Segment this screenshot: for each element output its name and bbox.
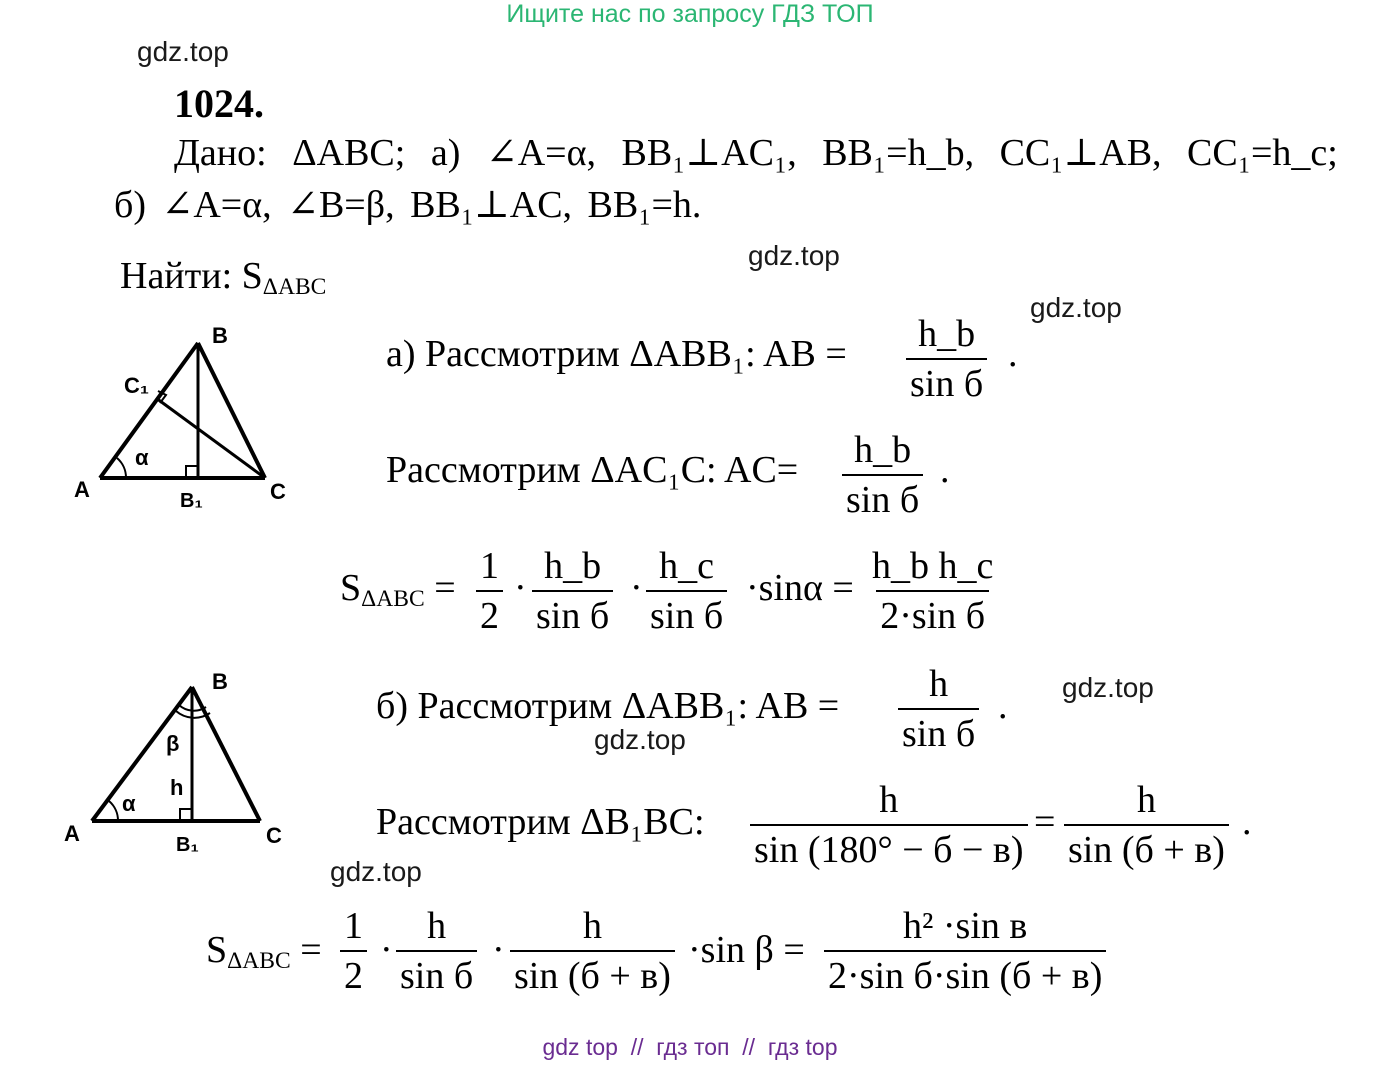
solution-a3-s — [340, 566, 456, 613]
solution-b2-text: Рассмотрим ΔB₁BC: — [376, 801, 705, 843]
solution-b3-s — [206, 928, 322, 975]
fraction-numerator: 1 — [480, 545, 499, 587]
solution-a3-fraction-2 — [532, 544, 613, 638]
fraction-numerator: 1 — [344, 905, 363, 947]
solution-b3-mid: ·sin β = — [688, 929, 805, 971]
given-b-item: ∠A=α, — [161, 184, 272, 226]
solution-a2-text: Рассмотрим ΔAC₁C: AC= — [386, 449, 799, 491]
fraction-numerator: h_b — [918, 313, 976, 355]
fraction-denominator: sin б — [898, 708, 979, 756]
given-b-item: BB₁⊥AC, — [410, 184, 573, 226]
fraction-denominator: 2 — [340, 950, 367, 998]
footer-text: gdz top // гдз топ // гдз top — [542, 1034, 838, 1060]
watermark: gdz.top — [330, 856, 422, 887]
given-prefix: Дано: — [174, 132, 267, 174]
solution-a3-fraction-4 — [868, 544, 997, 638]
given-a-item: CC₁⊥AB, — [999, 132, 1162, 174]
top-banner: Ищите нас по запросу ГДЗ ТОП — [506, 0, 874, 28]
watermark: gdz.top — [594, 724, 686, 755]
fraction-numerator: h_b — [544, 545, 602, 587]
fraction-numerator: h — [879, 779, 899, 821]
given-triangle: ΔABC; — [292, 132, 406, 174]
solution-b1-text: б) Рассмотрим ΔABB₁: AB = — [376, 685, 840, 727]
fraction-denominator: sin б — [396, 950, 477, 998]
given-line-a — [174, 130, 1338, 175]
solution-a1-end: . — [1008, 333, 1018, 375]
problem-number: 1024. — [174, 81, 264, 126]
solution-b3-fraction-1 — [340, 904, 367, 998]
fraction-denominator: 2 — [476, 590, 503, 638]
fraction-denominator: sin (180° − б − в) — [750, 824, 1028, 872]
fig2-label-a: A — [64, 821, 80, 846]
fig1-label-b1: B₁ — [180, 490, 203, 512]
solution-b3-fraction-3 — [510, 904, 675, 998]
area-symbol: S — [206, 929, 228, 971]
fraction-numerator: h_b — [854, 429, 912, 471]
watermark: gdz.top — [1062, 672, 1154, 703]
watermark: gdz.top — [137, 36, 229, 67]
fraction-numerator: h — [427, 905, 447, 947]
fraction-numerator: h_c — [659, 545, 715, 587]
solution-b3-fraction-4 — [824, 904, 1106, 998]
fig1-label-c1: C₁ — [124, 373, 149, 398]
given-a-item: BB₁⊥AC₁, — [621, 132, 797, 174]
solution-b3-fraction-2 — [396, 904, 477, 998]
given-line-b — [114, 182, 701, 227]
solution-b2-fraction-2 — [1064, 778, 1229, 872]
solution-b1-end: . — [998, 685, 1008, 727]
fraction-denominator: sin б — [646, 590, 727, 638]
solution-b2-fraction-1 — [750, 778, 1028, 872]
fraction-numerator: h² ·sin в — [903, 905, 1028, 947]
dot: · — [492, 929, 505, 971]
dot: · — [514, 567, 527, 609]
given-b-item: ∠B=β, — [287, 184, 395, 226]
given-part-a-label: а) — [430, 132, 461, 174]
given-a-item: CC₁=h_c; — [1187, 132, 1338, 174]
figure-2 — [60, 665, 320, 865]
watermark: gdz.top — [1030, 292, 1122, 323]
solution-a3-mid: ·sinα = — [746, 567, 854, 609]
solution-a3-fraction-3 — [646, 544, 727, 638]
find-label: Найти: — [120, 255, 233, 297]
solution-a3-fraction-1 — [476, 544, 503, 638]
dot: · — [630, 567, 643, 609]
fig2-label-c: C — [266, 823, 282, 848]
fraction-numerator: h — [582, 905, 602, 947]
area-subscript: ΔABC — [227, 947, 291, 974]
fig2-label-alpha: α — [122, 791, 136, 816]
fraction-denominator: sin (б + в) — [510, 950, 675, 998]
fig1-label-c: C — [270, 479, 286, 504]
solution-b2-eq: = — [1034, 801, 1056, 843]
fraction-numerator: h — [1136, 779, 1156, 821]
find-line — [120, 254, 326, 301]
fraction-numerator: h_b h_c — [872, 545, 994, 587]
solution-b1-fraction — [898, 662, 979, 756]
area-symbol: S — [340, 567, 362, 609]
solution-a2-fraction — [842, 428, 923, 522]
find-s: S — [241, 255, 263, 297]
equals-sign: = — [434, 567, 456, 609]
dot: · — [380, 929, 393, 971]
solution-a1-text: а) Рассмотрим ΔABB₁: AB = — [386, 333, 847, 375]
fig2-label-h: h — [170, 775, 184, 800]
fraction-denominator: sin б — [532, 590, 613, 638]
fraction-denominator: sin б — [842, 474, 923, 522]
given-part-b-label: б) — [114, 184, 146, 226]
fig1-label-alpha: α — [135, 445, 149, 470]
watermark: gdz.top — [748, 240, 840, 271]
solution-a1-fraction — [906, 312, 987, 406]
fraction-denominator: sin б — [906, 358, 987, 406]
given-a-item: BB₁=h_b, — [822, 132, 975, 174]
figure-1 — [60, 315, 320, 525]
fraction-numerator: h — [929, 663, 949, 705]
fig1-label-b: B — [212, 323, 228, 348]
fraction-denominator: sin (б + в) — [1064, 824, 1229, 872]
fraction-denominator: 2·sin б·sin (б + в) — [824, 950, 1106, 998]
solution-a2-end: . — [940, 449, 950, 491]
given-a-item: ∠A=α, — [485, 132, 596, 174]
fig2-label-b: B — [212, 669, 228, 694]
fig2-label-b1: B₁ — [176, 834, 199, 856]
equals-sign: = — [300, 929, 322, 971]
fig1-label-a: A — [74, 477, 90, 502]
solution-b2-end: . — [1242, 801, 1252, 843]
area-subscript: ΔABC — [361, 585, 425, 612]
fig2-label-beta: β — [166, 731, 180, 756]
find-sub: ΔABC — [262, 273, 327, 300]
fraction-denominator: 2·sin б — [876, 590, 989, 638]
given-b-item: BB₁=h. — [587, 184, 702, 226]
